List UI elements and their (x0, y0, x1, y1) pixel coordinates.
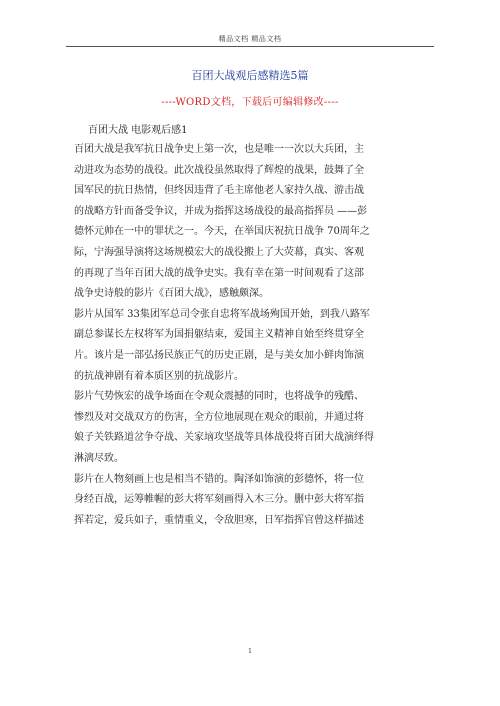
body-line: 娘子关铁路道岔争夺战、关家垴攻坚战等具体战役将百团大战演绎得 (74, 432, 374, 444)
body-line: 影片在人物刻画上也是相当不错的。陶泽如饰演的彭德怀，将一位 (74, 473, 364, 485)
body-line: 副总参谋长左权将军为国捐躯结束，爱国主义精神自始至终贯穿全 (74, 329, 364, 341)
body-line: 挥若定，爱兵如子，重情重义，令敌胆寒，日军指挥官曾这样描述 (74, 514, 364, 526)
body-line: 片。该片是一部弘扬民族正气的历史正剧，是与美女加小鲜肉饰演 (74, 349, 364, 361)
body-line: 的战略方针而备受争议，并成为指挥这场战役的最高指挥员 ——彭 (74, 205, 368, 217)
page-header: 精品文档 精品文档 (218, 35, 282, 43)
body-line: 国军民的抗日热情，但终因违背了毛主席他老人家持久战、游击战 (74, 185, 364, 197)
download-notice: ----WORD文档，下载后可编辑修改---- (161, 97, 339, 108)
body-line: 百团大战是我军抗日战争史上第一次，也是唯一一次以大兵团，主 (74, 144, 364, 155)
page-number: 1 (248, 648, 252, 655)
body-line: 际，宁海强导演将这场规模宏大的战役搬上了大荧幕，真实、客观 (74, 246, 364, 258)
document-title: 百团大战观后感精选5篇 (191, 69, 309, 82)
header-divider (66, 46, 434, 47)
body-line: 身经百战，运筹帷幄的彭大将军刻画得入木三分。删中彭大将军指 (74, 494, 364, 506)
body-line: 战争史诗般的影片《百团大战》，感触颇深。 (74, 288, 269, 300)
body-line: 影片从国军 33集团军总司令张自忠将军战场殉国开始，到我八路军 (74, 308, 370, 320)
body-line: 动进攻为态势的战役。此次战役虽然取得了辉煌的战果，鼓舞了全 (74, 164, 364, 176)
section-subtitle: 百团大战 电影观后感1 (88, 125, 188, 136)
body-line: 的抗战神剧有着本质区别的抗战影片。 (74, 370, 244, 382)
body-line: 德怀元帅在一中的罪状之一。今天，在举国庆祝抗日战争 70周年之 (74, 226, 370, 238)
body-line: 惨烈及对交战双方的伤害，全方位地展现在观众的眼前，并通过将 (74, 411, 364, 423)
body-line: 淋漓尽致。 (74, 452, 124, 464)
body-line: 影片气势恢宏的战争场面在令观众震撼的同时，也将战争的残酷、 (74, 391, 364, 403)
body-text (74, 140, 430, 531)
body-line: 的再现了当年百团大战的战争史实。我有幸在第一时间观看了这部 (74, 267, 364, 279)
